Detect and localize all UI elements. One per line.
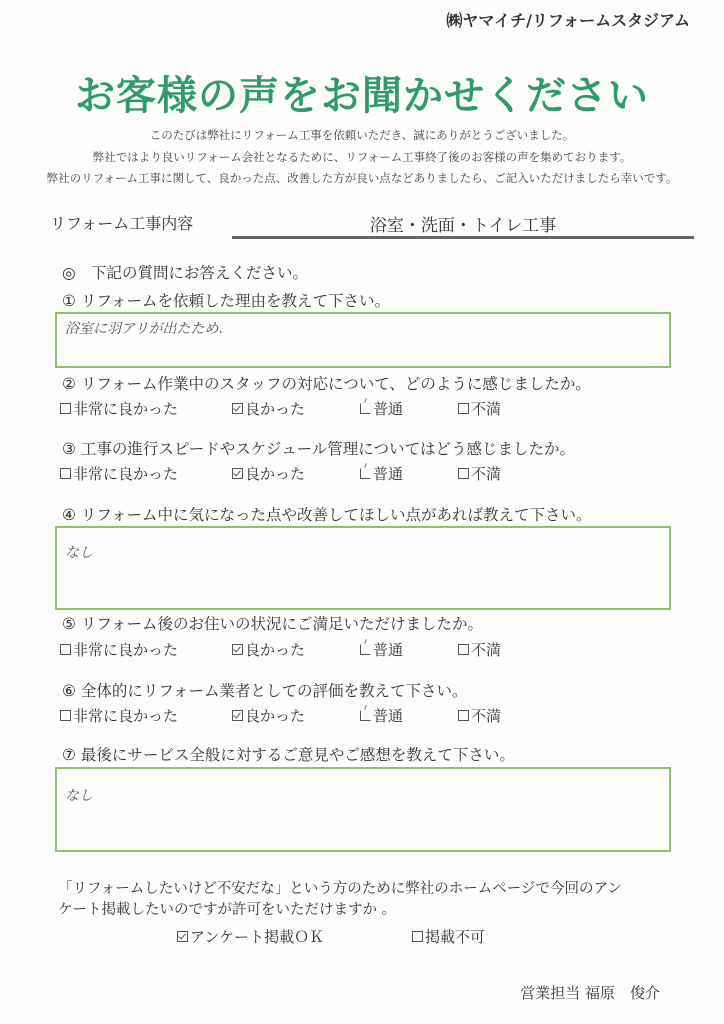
q6-option-label-3: 不満 (471, 707, 502, 725)
q5-option-label-1: 良かった (245, 641, 306, 659)
q6-checkbox-2[interactable] (360, 710, 371, 721)
answer-box-1[interactable] (55, 312, 671, 368)
intro-line-3: 弊社のリフォーム工事に関して、良かった点、改善した方が良い点などありましたら、ご記入いただけましたら幸いです。 (46, 171, 678, 185)
answer-box-4[interactable] (55, 526, 671, 610)
q3-checkbox-3[interactable] (458, 468, 469, 479)
answer-7-text: なし (65, 788, 93, 804)
q5-option-2[interactable] (360, 639, 403, 660)
q5-option-0[interactable] (60, 639, 178, 660)
q6-option-label-1: 良かった (245, 707, 306, 725)
question-1: ① リフォームを依頼した理由を教えて下さい。 (62, 292, 391, 310)
question-3: ③ 工事の進行スピードやスケジュール管理についてはどう感じましたか。 (62, 440, 575, 458)
question-5: ⑤ リフォーム後のお住いの状況にご満足いただけましたか。 (62, 615, 484, 633)
permission-text-2: ケート掲載したいのですが許可をいただけますか 。 (58, 902, 397, 918)
instruction: ◎ 下記の質問にお答えください。 (62, 264, 309, 282)
work-content-value: 浴室・洗面・トイレ工事 (369, 216, 557, 236)
q5-option-label-0: 非常に良かった (73, 641, 179, 659)
answer-box-7[interactable] (55, 767, 671, 852)
q5-checkbox-0[interactable] (60, 644, 71, 655)
q2-option-0[interactable] (60, 398, 178, 419)
q3-checkbox-1[interactable] (232, 468, 243, 479)
permission-ok-checkbox[interactable] (177, 931, 188, 942)
q6-option-1[interactable] (232, 705, 305, 726)
q2-option-label-2: 普通 (373, 400, 404, 418)
permission-ng-label: 掲載不可 (425, 928, 486, 946)
q3-option-label-1: 良かった (245, 465, 306, 483)
q3-option-label-2: 普通 (373, 465, 404, 483)
q3-option-label-0: 非常に良かった (73, 465, 179, 483)
q3-option-0[interactable] (60, 463, 178, 484)
q5-checkbox-2[interactable] (360, 644, 371, 655)
q6-option-0[interactable] (60, 705, 178, 726)
sales-representative: 営業担当 福原 俊介 (520, 984, 660, 1002)
q5-checkbox-3[interactable] (458, 644, 469, 655)
question-6: ⑥ 全体的にリフォーム業者としての評価を教えて下さい。 (62, 682, 468, 700)
question-7: ⑦ 最後にサービス全般に対するご意見やご感想を教えて下さい。 (62, 746, 515, 764)
q2-option-1[interactable] (232, 398, 305, 419)
answer-4-text: なし (65, 545, 93, 561)
q6-checkbox-3[interactable] (458, 710, 469, 721)
question-2: ② リフォーム作業中のスタッフの対応について、どのように感じましたか。 (62, 375, 591, 393)
q5-checkbox-1[interactable] (232, 644, 243, 655)
q2-option-3[interactable] (458, 398, 501, 419)
q2-option-label-3: 不満 (471, 400, 502, 418)
permission-text-1: 「リフォームしたいけど不安だな」という方のために弊社のホームページで今回のアン (58, 881, 622, 897)
q3-option-1[interactable] (232, 463, 305, 484)
intro-line-2: 弊社ではより良いリフォーム会社となるために、リフォーム工事終了後のお客様の声を集めております。 (92, 150, 632, 164)
q6-option-3[interactable] (458, 705, 501, 726)
q3-option-3[interactable] (458, 463, 501, 484)
q2-checkbox-1[interactable] (232, 403, 243, 414)
page-title: お客様の声をお聞かせください (75, 73, 649, 119)
q2-option-2[interactable] (360, 398, 403, 419)
q2-option-label-0: 非常に良かった (73, 400, 179, 418)
permission-ng-checkbox[interactable] (412, 931, 423, 942)
q6-option-label-2: 普通 (373, 707, 404, 725)
q6-checkbox-0[interactable] (60, 710, 71, 721)
q6-option-2[interactable] (360, 705, 403, 726)
q3-option-label-3: 不満 (471, 465, 502, 483)
q6-option-label-0: 非常に良かった (73, 707, 179, 725)
company-name: ㈱ヤマイチ/リフォームスタジアム (446, 11, 690, 30)
work-content-label: リフォーム工事内容 (50, 214, 194, 233)
q6-checkbox-1[interactable] (232, 710, 243, 721)
q2-checkbox-3[interactable] (458, 403, 469, 414)
q3-option-2[interactable] (360, 463, 403, 484)
answer-1-text: 浴室に羽アリが出たため. (65, 321, 223, 337)
q2-option-label-1: 良かった (245, 400, 306, 418)
q5-option-3[interactable] (458, 639, 501, 660)
q5-option-label-3: 不満 (471, 641, 502, 659)
intro-line-1: このたびは弊社にリフォーム工事を依頼いただき、誠にありがとうございました。 (149, 128, 575, 142)
q5-option-label-2: 普通 (373, 641, 404, 659)
work-content-underline (232, 236, 694, 239)
permission-ok-option[interactable] (177, 926, 324, 947)
q2-checkbox-2[interactable] (360, 403, 371, 414)
q2-checkbox-0[interactable] (60, 403, 71, 414)
q5-option-1[interactable] (232, 639, 305, 660)
q3-checkbox-2[interactable] (360, 468, 371, 479)
permission-ok-label: アンケート掲載ＯＫ (190, 928, 325, 946)
question-4: ④ リフォーム中に気になった点や改善してほしい点があれば教えて下さい。 (62, 506, 592, 524)
permission-ng-option[interactable] (412, 926, 485, 947)
q3-checkbox-0[interactable] (60, 468, 71, 479)
